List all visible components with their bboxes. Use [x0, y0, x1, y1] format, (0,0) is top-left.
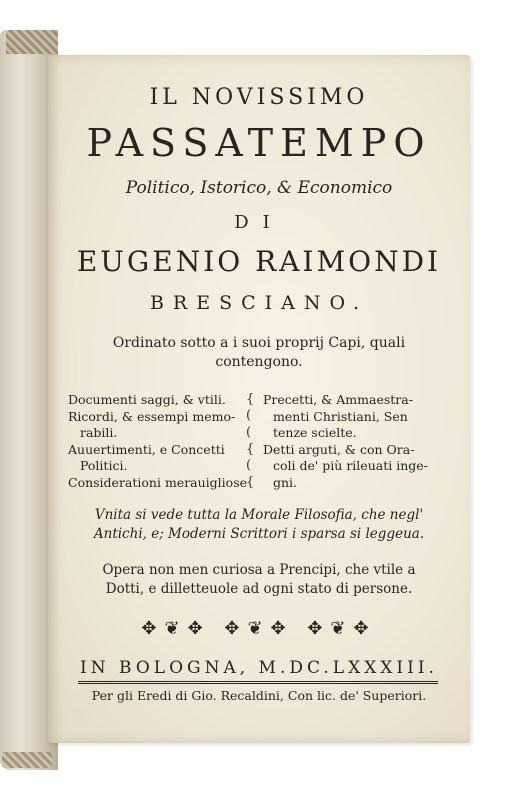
contents-right-line: tenze scielte. — [273, 425, 357, 440]
brace-glyph: ( — [246, 458, 252, 473]
brace-glyph: ( — [246, 425, 252, 440]
printer-line: Per gli Eredi di Gio. Recaldini, Con lic. de' Superiori. — [91, 688, 427, 703]
contents-left-line: rabili. — [80, 425, 118, 440]
brace-glyph: { — [246, 475, 255, 490]
italic-line-1: Vnita si vede tutta la Morale Filosofia, che negl' — [94, 507, 424, 523]
description-line-1: Ordinato sotto a i suoi proprij Capi, quali — [112, 335, 406, 351]
contents-right-line: menti Christiani, Sen — [273, 408, 408, 424]
description-line-2: contengono. — [215, 354, 303, 370]
italic-line-2: Antichi, e; Moderni Scrittori i sparsa si leggeua. — [93, 526, 425, 542]
title-page — [48, 55, 470, 743]
contents-left-line: Considerationi merauigliose — [68, 474, 248, 490]
contents-left-line: Auuertimenti, e Concetti — [68, 441, 225, 457]
contents-list — [68, 392, 458, 492]
spine-headband — [6, 30, 58, 54]
contents-right-line: coli de' più rileuati inge- — [273, 458, 428, 473]
contents-left-column — [68, 392, 248, 491]
dedication-line-2: Dotti, e dilletteuole ad ogni stato di persone. — [105, 581, 413, 597]
title-line-il-novissimo: IL NOVISSIMO — [149, 85, 369, 110]
printers-ornament: ✥❦✥ ✥❦✥ ✥❦✥ — [141, 618, 377, 639]
contents-left-line: Documenti saggi, & vtili. — [68, 392, 226, 407]
brace-glyph: { — [246, 392, 255, 407]
author-origin: BRESCIANO. — [149, 292, 369, 314]
contents-right-column — [263, 392, 458, 491]
author-name: EUGENIO RAIMONDI — [76, 245, 442, 278]
dedication-line-1: Opera non men curiosa a Prencipi, che vtile a — [102, 562, 416, 578]
brace-glyph: ( — [246, 408, 252, 423]
brace-glyph: { — [246, 442, 255, 457]
contents-right-line: gni. — [273, 474, 298, 490]
double-rule — [78, 681, 438, 684]
contents-left-line: Politici. — [80, 458, 128, 473]
subtitle-line: Politico, Istorico, & Economico — [125, 178, 393, 198]
contents-right-line: Detti arguti, & con Ora- — [263, 441, 415, 457]
imprint-line: IN BOLOGNA, M.DC.LXXXIII. — [80, 658, 438, 678]
contents-left-line: Ricordi, & essempi memo- — [68, 408, 236, 424]
contents-right-line: Precetti, & Ammaestra- — [263, 392, 413, 407]
spine-tailband — [2, 752, 52, 768]
title-line-di: DI — [234, 212, 284, 233]
title-line-passatempo: PASSATEMPO — [86, 121, 432, 165]
